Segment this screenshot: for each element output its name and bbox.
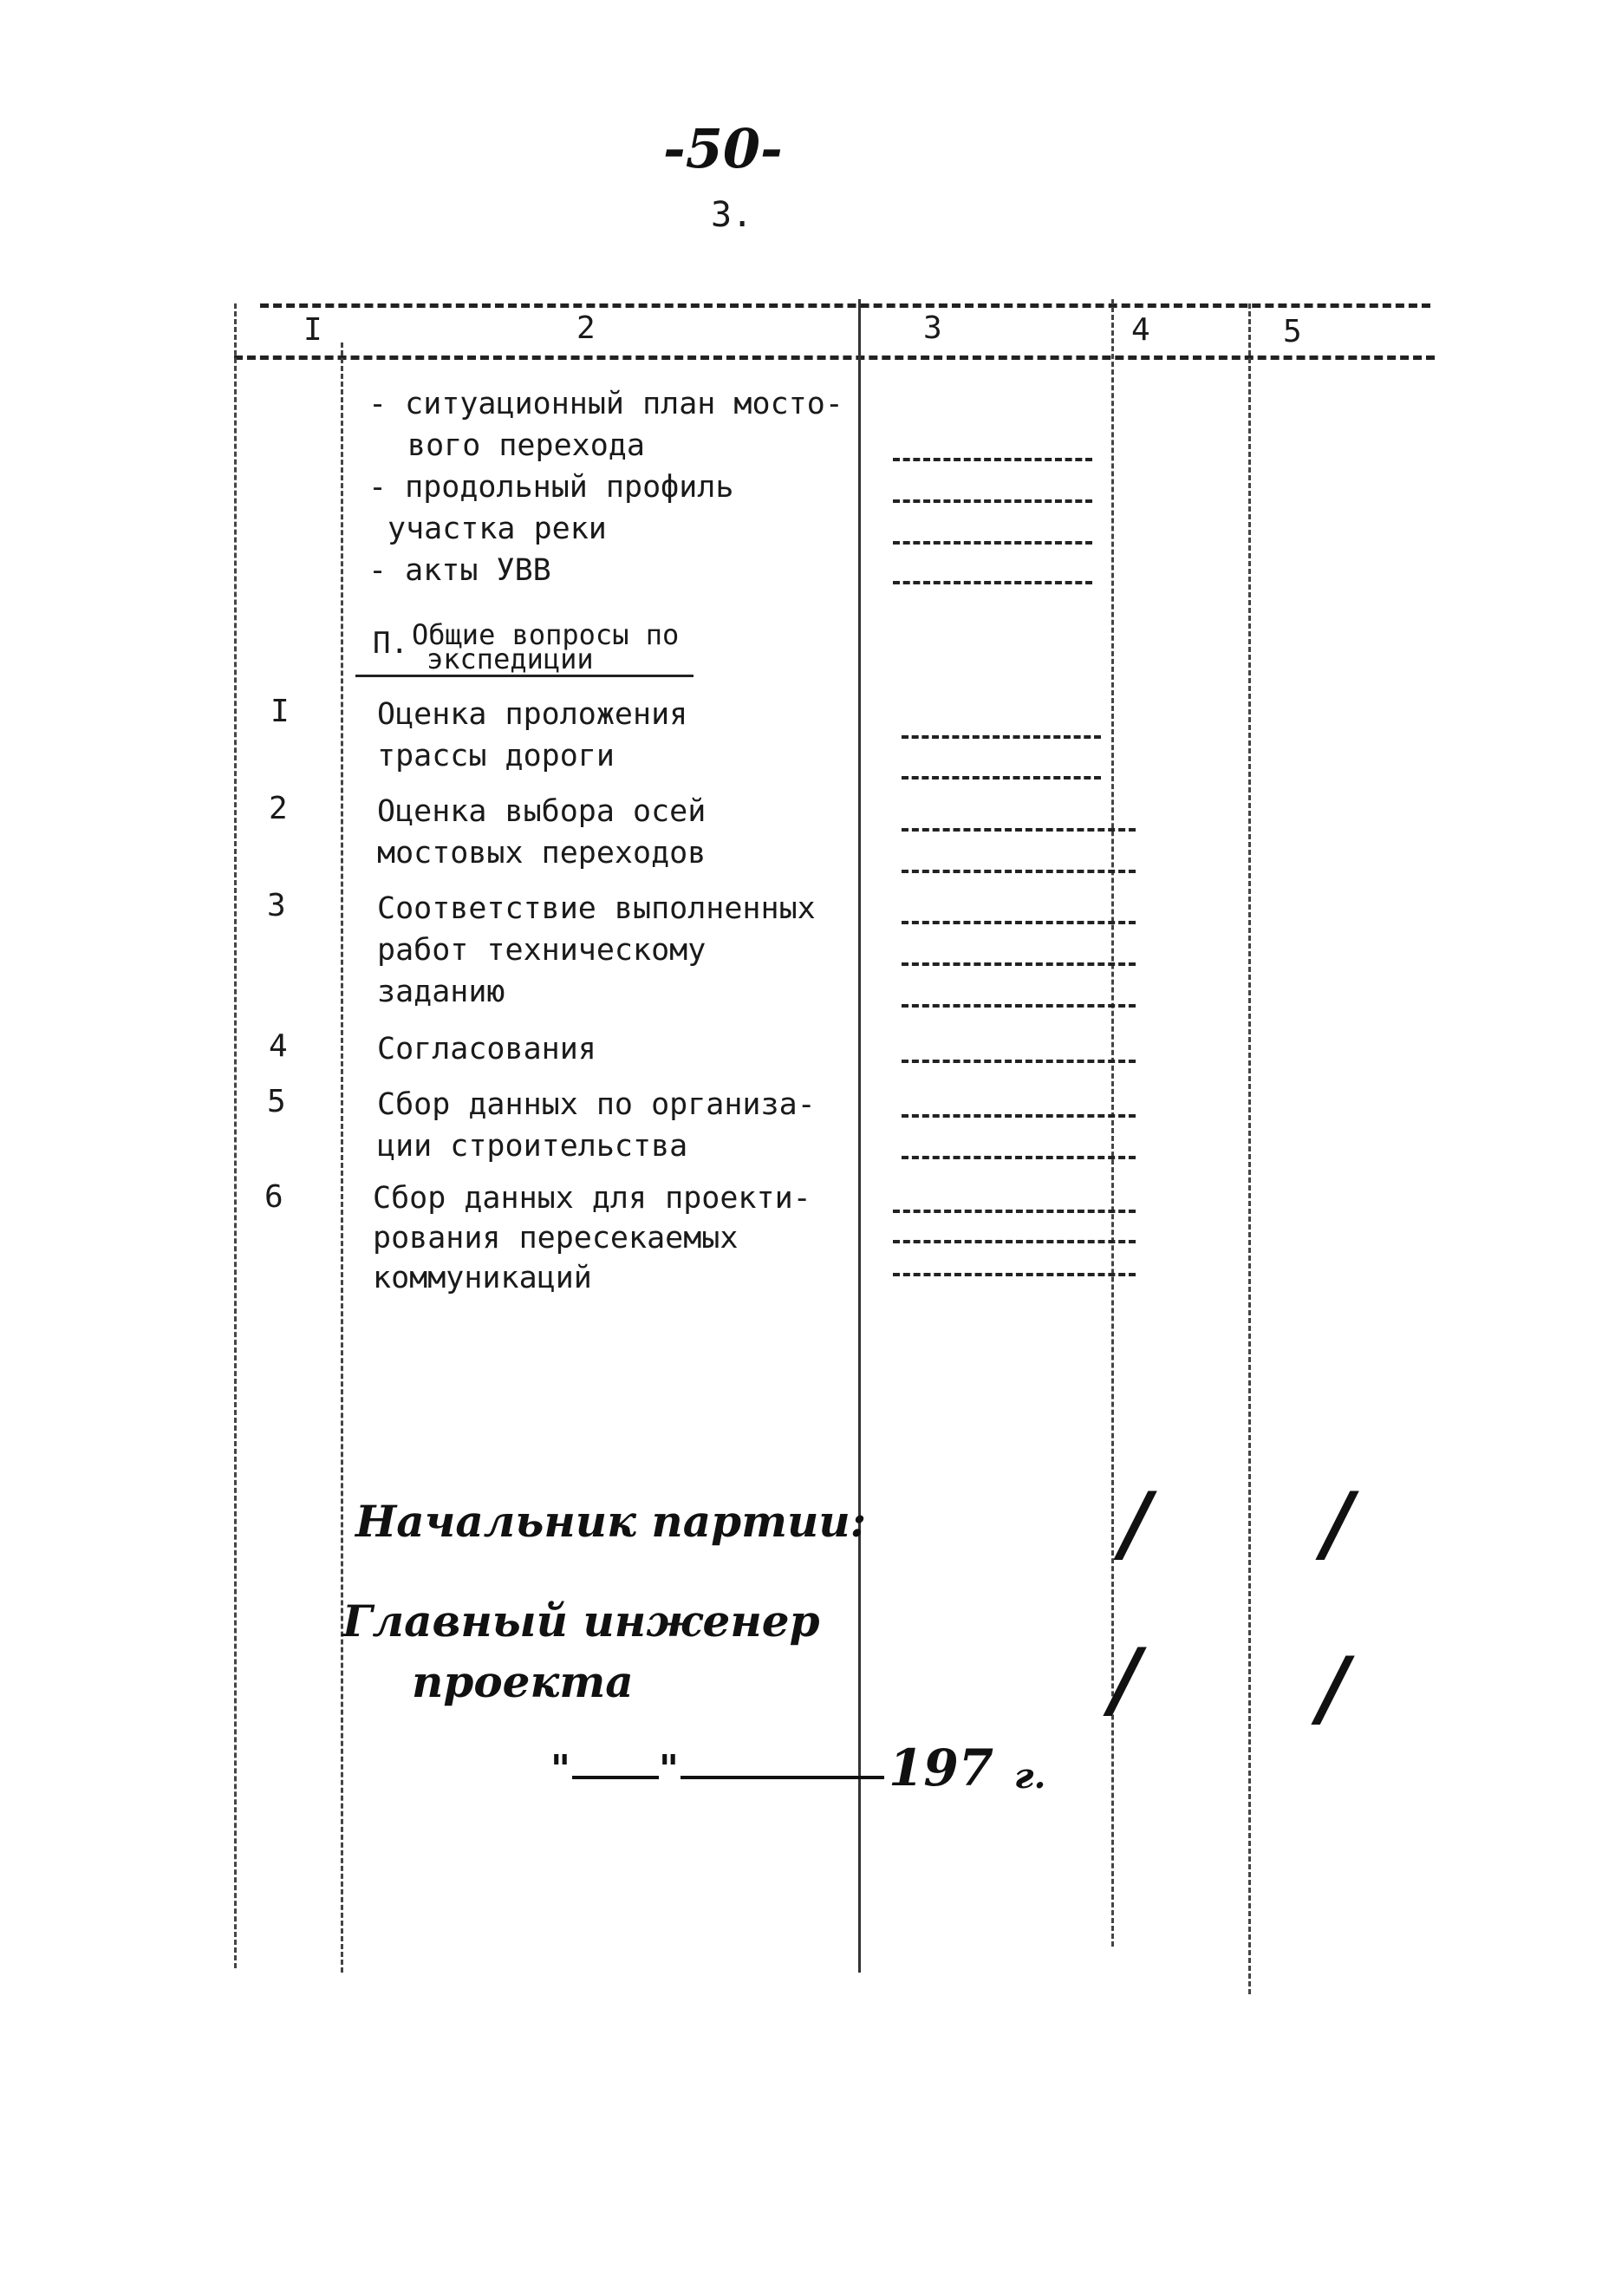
chief-party-label: Начальник партии: <box>355 1496 867 1547</box>
page-number: -50- <box>663 117 783 180</box>
chief-engineer-label-line1: Главный инженер <box>342 1595 820 1647</box>
row-0-dash-1 <box>893 458 1092 461</box>
row-5-dash-2 <box>902 1156 1136 1159</box>
row-6-text-3: коммуникаций <box>373 1261 592 1295</box>
row-1-text-1: Оценка проложения <box>377 697 688 732</box>
col-rule-left <box>234 303 237 1968</box>
row-1-number: I <box>270 694 290 729</box>
section-prefix: П. <box>373 626 408 661</box>
row-2-dash-2 <box>902 870 1136 873</box>
section-underline <box>355 675 694 677</box>
row-0-dash-3 <box>893 541 1092 545</box>
row-1-dash-2 <box>902 776 1101 779</box>
row-4-text-1: Согласования <box>377 1032 596 1066</box>
row-0-text-3: - продольный профиль <box>368 470 734 505</box>
date-quote-open: " <box>550 1747 570 1791</box>
chief-party-signature-col5: / <box>1322 1474 1353 1572</box>
row-0-dash-2 <box>893 499 1092 503</box>
row-2-number: 2 <box>269 791 288 826</box>
row-3-dash-2 <box>902 962 1136 966</box>
row-0-text-2: вого перехода <box>407 428 645 463</box>
row-6-text-1: Сбор данных для проекти- <box>373 1181 811 1216</box>
date-quote-close: " <box>659 1747 679 1791</box>
row-6-text-2: рования пересекаемых <box>373 1221 739 1256</box>
header-bottom-rule <box>234 355 1435 360</box>
row-6-dash-1 <box>893 1210 1136 1213</box>
row-3-dash-1 <box>902 921 1136 924</box>
section-title-line2: экспедиции <box>427 642 594 675</box>
col-header-5: 5 <box>1283 314 1302 349</box>
row-3-text-2: работ техническому <box>377 933 707 968</box>
row-3-text-3: заданию <box>377 975 505 1009</box>
col-header-3: 3 <box>923 310 942 346</box>
row-1-dash-1 <box>902 735 1101 739</box>
row-3-text-1: Соответствие выполненных <box>377 891 816 926</box>
chief-party-signature-col4: / <box>1120 1474 1151 1572</box>
row-2-text-1: Оценка выбора осей <box>377 794 707 829</box>
date-suffix: г. <box>1014 1756 1046 1797</box>
chief-engineer-signature-col4: / <box>1110 1630 1141 1728</box>
row-2-text-2: мостовых переходов <box>377 836 707 871</box>
header-top-rule <box>260 303 1430 308</box>
date-month-blank <box>681 1776 884 1779</box>
col-header-2: 2 <box>576 310 596 346</box>
row-6-dash-2 <box>893 1240 1136 1243</box>
row-4-dash-1 <box>902 1060 1136 1063</box>
row-5-dash-1 <box>902 1114 1136 1118</box>
chief-engineer-signature-col5: / <box>1318 1639 1349 1737</box>
row-5-text-2: ции строительства <box>377 1129 688 1164</box>
col-rule-4-5 <box>1248 303 1251 1994</box>
row-3-dash-3 <box>902 1004 1136 1008</box>
chief-engineer-label-line2: проекта <box>412 1656 634 1707</box>
row-5-number: 5 <box>267 1084 286 1119</box>
row-4-number: 4 <box>269 1028 288 1064</box>
row-5-text-1: Сбор данных по организа- <box>377 1087 816 1122</box>
col-rule-1-2 <box>341 342 343 1973</box>
date-day-blank <box>572 1776 659 1779</box>
row-6-dash-3 <box>893 1273 1136 1276</box>
row-0-text-4: участка реки <box>387 512 607 546</box>
row-3-number: 3 <box>267 888 286 923</box>
row-0-dash-4 <box>893 581 1092 584</box>
col-header-1: I <box>303 312 322 348</box>
page-subnumber: 3. <box>711 195 753 235</box>
row-1-text-2: трассы дороги <box>377 739 615 773</box>
col-rule-2-3 <box>858 299 861 1973</box>
date-year: 197 <box>889 1738 994 1797</box>
section-title-line1: Общие вопросы по <box>412 618 680 651</box>
row-0-text-1: - ситуационный план мосто- <box>368 387 843 421</box>
row-6-number: 6 <box>264 1179 283 1215</box>
row-2-dash-1 <box>902 828 1136 832</box>
row-0-text-5: - акты УВВ <box>368 553 551 588</box>
col-header-4: 4 <box>1131 312 1150 348</box>
